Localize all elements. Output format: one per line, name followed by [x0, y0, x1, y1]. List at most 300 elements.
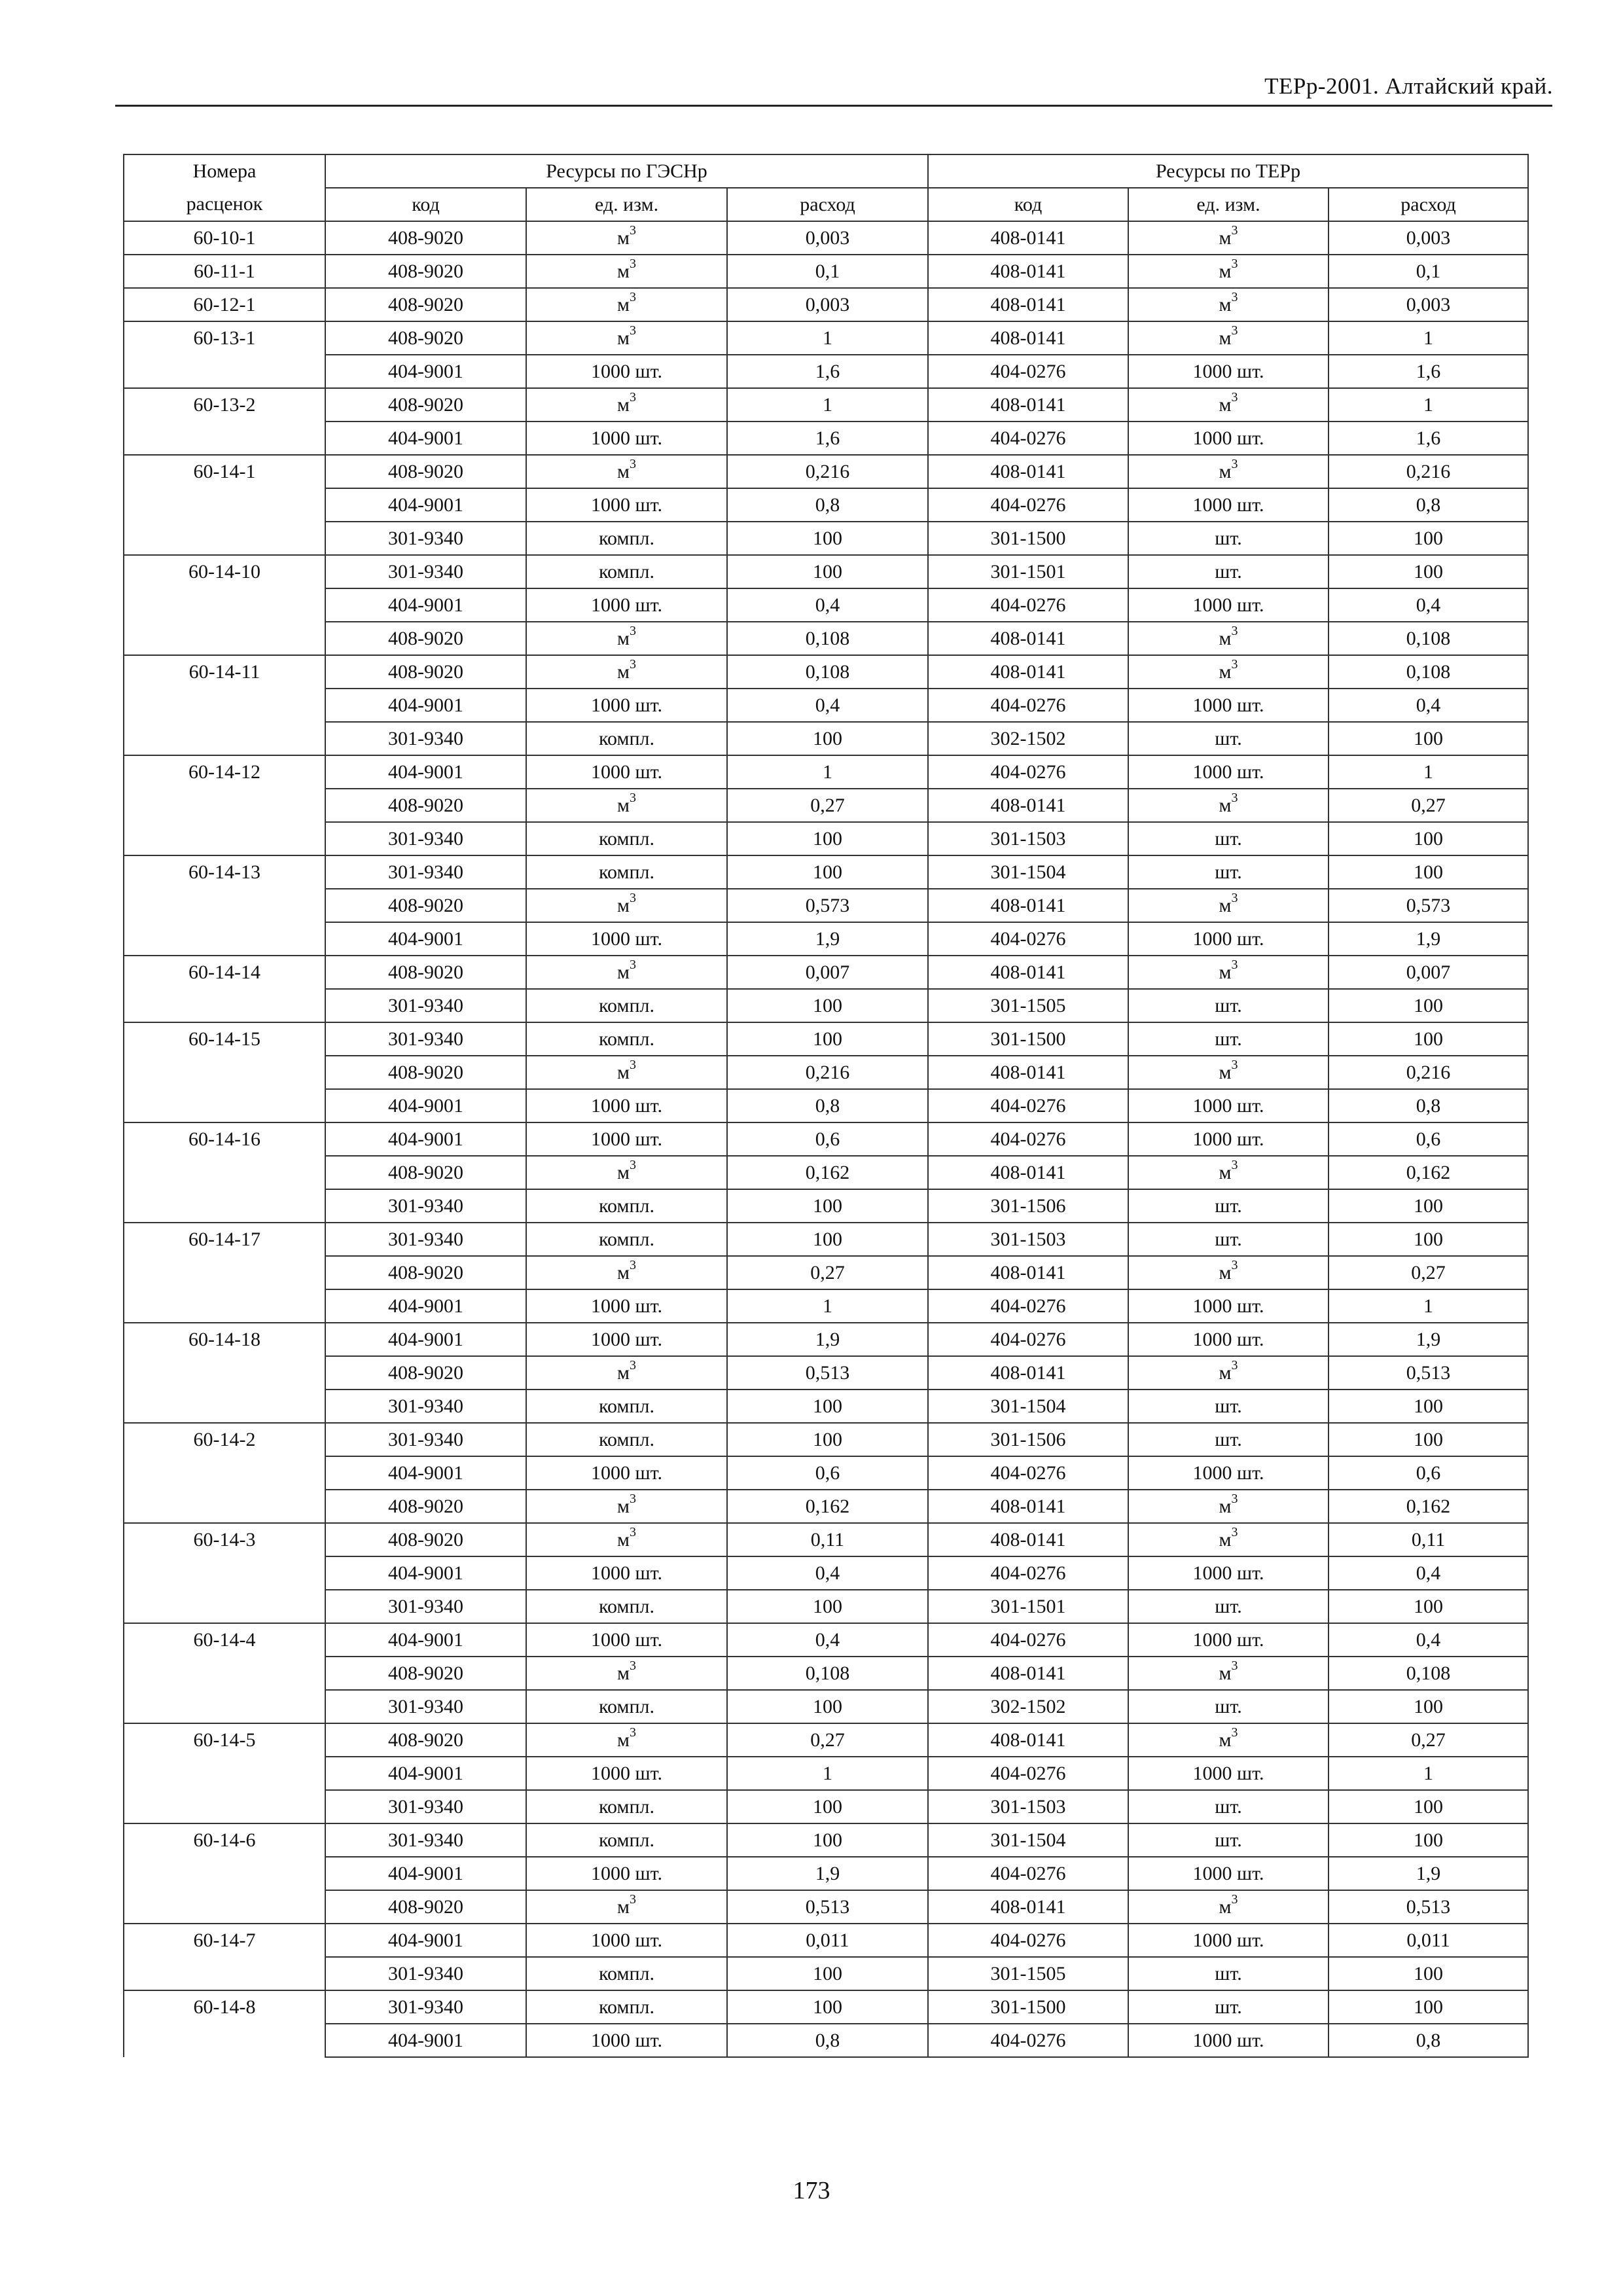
ter-unit-cell: 1000 шт.: [1128, 755, 1329, 789]
gesn-unit-cell: $м^3$: [526, 1523, 727, 1556]
gesn-consumption-cell: 0,003: [727, 288, 928, 321]
ter-code-cell: 404-0276: [928, 1122, 1128, 1156]
ter-unit-cell: 1000 шт.: [1128, 1556, 1329, 1590]
ter-unit-cell: $м^3$: [1128, 655, 1329, 689]
table-row: [124, 822, 1528, 855]
ter-code-cell: 301-1506: [928, 1189, 1128, 1223]
rate-number-blank-cell: [124, 1189, 325, 1223]
table-row: [124, 388, 1528, 422]
ter-consumption-cell: 100: [1329, 989, 1528, 1022]
gesn-code-cell: 408-9020: [325, 622, 526, 655]
ter-unit-cell: 1000 шт.: [1128, 422, 1329, 455]
gesn-unit-cell: $м^3$: [526, 1256, 727, 1289]
ter-code-cell: 408-0141: [928, 255, 1128, 288]
superscript: 3: [1231, 1658, 1238, 1673]
gesn-code-cell: 404-9001: [325, 1456, 526, 1490]
table-row: [124, 1223, 1528, 1256]
table-row: [124, 1657, 1528, 1690]
gesn-consumption-cell: 0,6: [727, 1122, 928, 1156]
gesn-code-cell: 408-9020: [325, 1256, 526, 1289]
ter-consumption-cell: 0,216: [1329, 1056, 1528, 1089]
gesn-code-cell: 408-9020: [325, 789, 526, 822]
table-row: [124, 1990, 1528, 2024]
ter-unit-cell: шт.: [1128, 1022, 1329, 1056]
table-row: [124, 321, 1528, 355]
rate-number-cell: 60-14-18: [124, 1323, 325, 1356]
ter-unit-cell: $м^3$: [1128, 622, 1329, 655]
ter-consumption-cell: 1,9: [1329, 1323, 1528, 1356]
superscript: 3: [629, 323, 636, 338]
gesn-consumption-cell: 0,4: [727, 1623, 928, 1657]
rate-number-blank-cell: [124, 622, 325, 655]
table-row: [124, 1156, 1528, 1189]
ter-unit-cell: шт.: [1128, 822, 1329, 855]
ter-code-cell: 404-0276: [928, 588, 1128, 622]
gesn-code-cell: 404-9001: [325, 588, 526, 622]
gesn-code-cell: 301-9340: [325, 1423, 526, 1456]
rate-number-cell: 60-14-7: [124, 1924, 325, 1957]
gesn-code-cell: 301-9340: [325, 1590, 526, 1623]
gesn-unit-cell: компл.: [526, 822, 727, 855]
ter-consumption-cell: 100: [1329, 1223, 1528, 1256]
superscript: 3: [629, 1725, 636, 1740]
ter-code-cell: 404-0276: [928, 1857, 1128, 1890]
ter-consumption-cell: 100: [1329, 1957, 1528, 1990]
ter-consumption-cell: 1,9: [1329, 1857, 1528, 1890]
ter-unit-cell: $м^3$: [1128, 1490, 1329, 1523]
gesn-unit-cell: $м^3$: [526, 321, 727, 355]
table-row: [124, 288, 1528, 321]
rate-number-cell: 60-14-4: [124, 1623, 325, 1657]
gesn-unit-cell: 1000 шт.: [526, 1323, 727, 1356]
gesn-unit-cell: 1000 шт.: [526, 422, 727, 455]
gesn-consumption-cell: 0,003: [727, 221, 928, 255]
ter-code-cell: 408-0141: [928, 321, 1128, 355]
gesn-code-cell: 404-9001: [325, 1623, 526, 1657]
ter-consumption-cell: 0,6: [1329, 1122, 1528, 1156]
rate-number-cell: 60-14-2: [124, 1423, 325, 1456]
table-row: [124, 1757, 1528, 1790]
superscript: 3: [1231, 790, 1238, 805]
rate-number-cell: 60-14-12: [124, 755, 325, 789]
ter-consumption-cell: 0,4: [1329, 588, 1528, 622]
gesn-consumption-cell: 0,513: [727, 1890, 928, 1924]
rate-number-blank-cell: [124, 522, 325, 555]
ter-consumption-cell: 0,108: [1329, 622, 1528, 655]
ter-consumption-cell: 100: [1329, 1823, 1528, 1857]
table-row: [124, 1022, 1528, 1056]
table-row: [124, 989, 1528, 1022]
table-row: [124, 722, 1528, 755]
ter-consumption-cell: 1,6: [1329, 422, 1528, 455]
ter-unit-cell: шт.: [1128, 1990, 1329, 2024]
gesn-consumption-cell: 1: [727, 755, 928, 789]
ter-code-cell: 301-1501: [928, 1590, 1128, 1623]
ter-unit-cell: $м^3$: [1128, 321, 1329, 355]
gesn-unit-cell: компл.: [526, 1590, 727, 1623]
ter-code-cell: 408-0141: [928, 622, 1128, 655]
gesn-consumption-cell: 0,27: [727, 789, 928, 822]
rate-number-cell: 60-14-3: [124, 1523, 325, 1556]
ter-unit-cell: шт.: [1128, 989, 1329, 1022]
gesn-code-cell: 301-9340: [325, 1390, 526, 1423]
ter-unit-cell: 1000 шт.: [1128, 488, 1329, 522]
rate-number-blank-cell: [124, 1356, 325, 1390]
rate-number-cell: 60-14-17: [124, 1223, 325, 1256]
superscript: 3: [629, 1257, 636, 1272]
ter-code-cell: 408-0141: [928, 1890, 1128, 1924]
ter-unit-cell: $м^3$: [1128, 1657, 1329, 1690]
gesn-unit-header: ед. изм.: [526, 188, 727, 221]
gesn-consumption-cell: 0,11: [727, 1523, 928, 1556]
ter-consumption-cell: 100: [1329, 1790, 1528, 1823]
gesn-unit-cell: $м^3$: [526, 388, 727, 422]
gesn-unit-cell: 1000 шт.: [526, 1857, 727, 1890]
gesn-consumption-cell: 100: [727, 989, 928, 1022]
ter-consumption-cell: 0,108: [1329, 1657, 1528, 1690]
ter-code-cell: 404-0276: [928, 2024, 1128, 2057]
ter-unit-cell: $м^3$: [1128, 1156, 1329, 1189]
table-row: [124, 1323, 1528, 1356]
ter-unit-cell: $м^3$: [1128, 789, 1329, 822]
rate-number-blank-cell: [124, 1957, 325, 1990]
rate-number-cell: 60-14-10: [124, 555, 325, 588]
superscript: 3: [1231, 1157, 1238, 1172]
superscript: 3: [1231, 1524, 1238, 1539]
gesn-consumption-cell: 100: [727, 522, 928, 555]
superscript: 3: [1231, 456, 1238, 471]
ter-consumption-cell: 100: [1329, 822, 1528, 855]
ter-consumption-cell: 100: [1329, 1189, 1528, 1223]
gesn-consumption-cell: 100: [727, 1189, 928, 1223]
ter-unit-cell: шт.: [1128, 1823, 1329, 1857]
gesn-unit-cell: компл.: [526, 722, 727, 755]
gesn-consumption-cell: 100: [727, 1423, 928, 1456]
header-row-1: [124, 154, 1528, 188]
gesn-code-cell: 408-9020: [325, 388, 526, 422]
ter-unit-cell: шт.: [1128, 522, 1329, 555]
ter-code-cell: 404-0276: [928, 1556, 1128, 1590]
gesn-code-cell: 408-9020: [325, 1356, 526, 1390]
superscript: 3: [629, 289, 636, 304]
ter-consumption-cell: 100: [1329, 722, 1528, 755]
table-row: [124, 1122, 1528, 1156]
table-row: [124, 1256, 1528, 1289]
ter-code-cell: 408-0141: [928, 288, 1128, 321]
rate-number-blank-cell: [124, 1056, 325, 1089]
ter-code-cell: 408-0141: [928, 1523, 1128, 1556]
gesn-consumption-cell: 0,27: [727, 1723, 928, 1757]
gesn-unit-cell: 1000 шт.: [526, 755, 727, 789]
gesn-code-cell: 404-9001: [325, 922, 526, 956]
gesn-code-cell: 301-9340: [325, 1990, 526, 2024]
ter-code-cell: 404-0276: [928, 1289, 1128, 1323]
gesn-unit-cell: $м^3$: [526, 1657, 727, 1690]
gesn-unit-cell: $м^3$: [526, 655, 727, 689]
ter-code-cell: 408-0141: [928, 1657, 1128, 1690]
table-row: [124, 1089, 1528, 1122]
gesn-unit-cell: $м^3$: [526, 1490, 727, 1523]
table-row: [124, 555, 1528, 588]
gesn-code-cell: 408-9020: [325, 1890, 526, 1924]
table-row: [124, 1857, 1528, 1890]
table-row: [124, 1924, 1528, 1957]
ter-consumption-cell: 1: [1329, 1757, 1528, 1790]
gesn-unit-cell: 1000 шт.: [526, 1089, 727, 1122]
superscript: 3: [1231, 323, 1238, 338]
superscript: 3: [629, 1057, 636, 1072]
ter-code-header: код: [928, 188, 1128, 221]
gesn-consumption-cell: 100: [727, 1823, 928, 1857]
gesn-code-cell: 408-9020: [325, 221, 526, 255]
table-body: [124, 221, 1528, 2057]
superscript: 3: [1231, 890, 1238, 905]
gesn-code-cell: 408-9020: [325, 288, 526, 321]
ter-consumption-cell: 0,513: [1329, 1356, 1528, 1390]
ter-unit-cell: $м^3$: [1128, 1523, 1329, 1556]
gesn-code-cell: 404-9001: [325, 689, 526, 722]
table-row: [124, 1823, 1528, 1857]
ter-unit-cell: шт.: [1128, 1390, 1329, 1423]
gesn-code-cell: 408-9020: [325, 1723, 526, 1757]
gesn-consumption-cell: 0,108: [727, 655, 928, 689]
gesn-unit-cell: компл.: [526, 1957, 727, 1990]
rate-number-blank-cell: [124, 1490, 325, 1523]
rate-number-blank-cell: [124, 1590, 325, 1623]
gesn-unit-cell: $м^3$: [526, 622, 727, 655]
ter-code-cell: 408-0141: [928, 956, 1128, 989]
ter-code-cell: 301-1500: [928, 1022, 1128, 1056]
gesn-unit-cell: $м^3$: [526, 889, 727, 922]
rate-number-blank-cell: [124, 889, 325, 922]
gesn-consumption-cell: 1,6: [727, 422, 928, 455]
ter-consumption-cell: 0,4: [1329, 1556, 1528, 1590]
gesn-code-cell: 301-9340: [325, 855, 526, 889]
table-row: [124, 956, 1528, 989]
superscript: 3: [1231, 1491, 1238, 1506]
gesn-unit-cell: компл.: [526, 989, 727, 1022]
table-row: [124, 2024, 1528, 2057]
superscript: 3: [629, 890, 636, 905]
table-row: [124, 1056, 1528, 1089]
ter-code-cell: 408-0141: [928, 221, 1128, 255]
rate-number-cell: 60-14-6: [124, 1823, 325, 1857]
rate-number-blank-cell: [124, 422, 325, 455]
table-row: [124, 221, 1528, 255]
gesn-consumption-header: расход: [727, 188, 928, 221]
ter-code-cell: 301-1506: [928, 1423, 1128, 1456]
gesn-code-cell: 301-9340: [325, 1823, 526, 1857]
gesn-unit-cell: 1000 шт.: [526, 488, 727, 522]
gesn-unit-cell: 1000 шт.: [526, 355, 727, 388]
gesn-consumption-cell: 0,162: [727, 1156, 928, 1189]
gesn-consumption-cell: 100: [727, 1390, 928, 1423]
ter-unit-cell: 1000 шт.: [1128, 1089, 1329, 1122]
ter-unit-cell: 1000 шт.: [1128, 922, 1329, 956]
rate-number-blank-cell: [124, 1890, 325, 1924]
ter-consumption-cell: 1: [1329, 755, 1528, 789]
gesn-unit-cell: $м^3$: [526, 1890, 727, 1924]
rate-number-cell: 60-11-1: [124, 255, 325, 288]
rate-number-blank-cell: [124, 1690, 325, 1723]
ter-consumption-cell: 100: [1329, 555, 1528, 588]
rate-number-cell: 60-14-5: [124, 1723, 325, 1757]
gesn-unit-cell: компл.: [526, 1790, 727, 1823]
ter-consumption-cell: 0,573: [1329, 889, 1528, 922]
superscript: 3: [629, 223, 636, 238]
ter-unit-cell: 1000 шт.: [1128, 1122, 1329, 1156]
gesn-unit-cell: 1000 шт.: [526, 1623, 727, 1657]
gesn-code-cell: 301-9340: [325, 1189, 526, 1223]
gesn-consumption-cell: 0,27: [727, 1256, 928, 1289]
ter-consumption-cell: 100: [1329, 1690, 1528, 1723]
ter-unit-cell: $м^3$: [1128, 221, 1329, 255]
rate-number-cell: 60-14-14: [124, 956, 325, 989]
ter-code-cell: 404-0276: [928, 755, 1128, 789]
ter-code-cell: 301-1504: [928, 855, 1128, 889]
rate-number-blank-cell: [124, 789, 325, 822]
gesn-code-cell: 404-9001: [325, 1857, 526, 1890]
gesn-code-cell: 301-9340: [325, 822, 526, 855]
ter-code-cell: 408-0141: [928, 789, 1128, 822]
ter-unit-header: ед. изм.: [1128, 188, 1329, 221]
ter-code-cell: 301-1500: [928, 522, 1128, 555]
gesn-consumption-cell: 0,4: [727, 1556, 928, 1590]
gesn-unit-cell: $м^3$: [526, 255, 727, 288]
ter-code-cell: 404-0276: [928, 1924, 1128, 1957]
gesn-code-cell: 301-9340: [325, 1022, 526, 1056]
gesn-consumption-cell: 0,6: [727, 1456, 928, 1490]
ter-code-cell: 408-0141: [928, 388, 1128, 422]
gesn-unit-cell: компл.: [526, 1189, 727, 1223]
gesn-code-cell: 408-9020: [325, 1490, 526, 1523]
gesn-code-cell: 404-9001: [325, 1323, 526, 1356]
ter-code-cell: 408-0141: [928, 1490, 1128, 1523]
table-row: [124, 1790, 1528, 1823]
table-row: [124, 255, 1528, 288]
ter-code-cell: 302-1502: [928, 722, 1128, 755]
ter-consumption-cell: 100: [1329, 855, 1528, 889]
running-header: ТЕРр-2001. Алтайский край.: [1264, 73, 1553, 99]
gesn-code-cell: 408-9020: [325, 455, 526, 488]
rate-number-blank-cell: [124, 1256, 325, 1289]
rate-number-blank-cell: [124, 989, 325, 1022]
table-row: [124, 755, 1528, 789]
gesn-consumption-cell: 0,4: [727, 588, 928, 622]
rate-number-cell: 60-14-11: [124, 655, 325, 689]
superscript: 3: [1231, 389, 1238, 404]
ter-unit-cell: 1000 шт.: [1128, 1623, 1329, 1657]
table-row: [124, 1423, 1528, 1456]
gesn-consumption-cell: 0,011: [727, 1924, 928, 1957]
superscript: 3: [1231, 1892, 1238, 1907]
superscript: 3: [629, 456, 636, 471]
ter-unit-cell: $м^3$: [1128, 956, 1329, 989]
ter-code-cell: 408-0141: [928, 1723, 1128, 1757]
header-row-2: [124, 188, 1528, 221]
rate-number-blank-cell: [124, 1556, 325, 1590]
gesn-unit-cell: компл.: [526, 1223, 727, 1256]
rate-number-blank-cell: [124, 1857, 325, 1890]
ter-consumption-cell: 0,003: [1329, 221, 1528, 255]
gesn-consumption-cell: 1,9: [727, 922, 928, 956]
gesn-unit-cell: $м^3$: [526, 789, 727, 822]
ter-code-cell: 408-0141: [928, 1056, 1128, 1089]
ter-consumption-cell: 0,162: [1329, 1156, 1528, 1189]
superscript: 3: [1231, 623, 1238, 638]
ter-unit-cell: 1000 шт.: [1128, 1924, 1329, 1957]
table-row: [124, 1289, 1528, 1323]
gesn-consumption-cell: 0,007: [727, 956, 928, 989]
ter-code-cell: 408-0141: [928, 455, 1128, 488]
gesn-code-cell: 404-9001: [325, 1122, 526, 1156]
gesn-consumption-cell: 1,9: [727, 1323, 928, 1356]
superscript: 3: [1231, 1257, 1238, 1272]
ter-consumption-cell: 0,8: [1329, 488, 1528, 522]
ter-consumption-cell: 1: [1329, 321, 1528, 355]
ter-consumption-cell: 1: [1329, 1289, 1528, 1323]
table-row: [124, 889, 1528, 922]
ter-code-cell: 404-0276: [928, 1757, 1128, 1790]
rate-number-blank-cell: [124, 1156, 325, 1189]
table-row: [124, 1590, 1528, 1623]
gesn-consumption-cell: 0,8: [727, 488, 928, 522]
ter-unit-cell: $м^3$: [1128, 1723, 1329, 1757]
gesn-unit-cell: 1000 шт.: [526, 2024, 727, 2057]
ter-code-cell: 301-1504: [928, 1390, 1128, 1423]
table-header: [124, 154, 1528, 221]
ter-code-cell: 302-1502: [928, 1690, 1128, 1723]
ter-code-cell: 408-0141: [928, 889, 1128, 922]
gesn-consumption-cell: 100: [727, 1990, 928, 2024]
ter-code-cell: 408-0141: [928, 655, 1128, 689]
ter-unit-cell: шт.: [1128, 1223, 1329, 1256]
table-row: [124, 588, 1528, 622]
table-row: [124, 1890, 1528, 1924]
ter-unit-cell: 1000 шт.: [1128, 2024, 1329, 2057]
gesn-unit-cell: 1000 шт.: [526, 1289, 727, 1323]
rate-number-blank-cell: [124, 689, 325, 722]
table-row: [124, 1456, 1528, 1490]
ter-unit-cell: 1000 шт.: [1128, 1757, 1329, 1790]
ter-code-cell: 408-0141: [928, 1256, 1128, 1289]
rate-number-blank-cell: [124, 1390, 325, 1423]
gesn-resources-header: Ресурсы по ГЭСНр: [325, 154, 928, 188]
ter-consumption-cell: 0,8: [1329, 2024, 1528, 2057]
ter-resources-header: Ресурсы по ТЕРр: [928, 154, 1528, 188]
gesn-code-cell: 404-9001: [325, 2024, 526, 2057]
gesn-code-cell: 408-9020: [325, 889, 526, 922]
superscript: 3: [629, 790, 636, 805]
gesn-consumption-cell: 0,108: [727, 1657, 928, 1690]
ter-code-cell: 301-1500: [928, 1990, 1128, 2024]
gesn-code-cell: 301-9340: [325, 522, 526, 555]
ter-code-cell: 301-1503: [928, 822, 1128, 855]
gesn-consumption-cell: 100: [727, 1590, 928, 1623]
ter-code-cell: 404-0276: [928, 1323, 1128, 1356]
table-row: [124, 1390, 1528, 1423]
ter-consumption-cell: 100: [1329, 1590, 1528, 1623]
gesn-consumption-cell: 1: [727, 321, 928, 355]
gesn-code-cell: 301-9340: [325, 722, 526, 755]
gesn-consumption-cell: 100: [727, 822, 928, 855]
ter-consumption-cell: 0,162: [1329, 1490, 1528, 1523]
gesn-code-cell: 404-9001: [325, 1556, 526, 1590]
ter-unit-cell: шт.: [1128, 1189, 1329, 1223]
gesn-consumption-cell: 100: [727, 1957, 928, 1990]
ter-unit-cell: шт.: [1128, 1590, 1329, 1623]
ter-unit-cell: 1000 шт.: [1128, 1857, 1329, 1890]
